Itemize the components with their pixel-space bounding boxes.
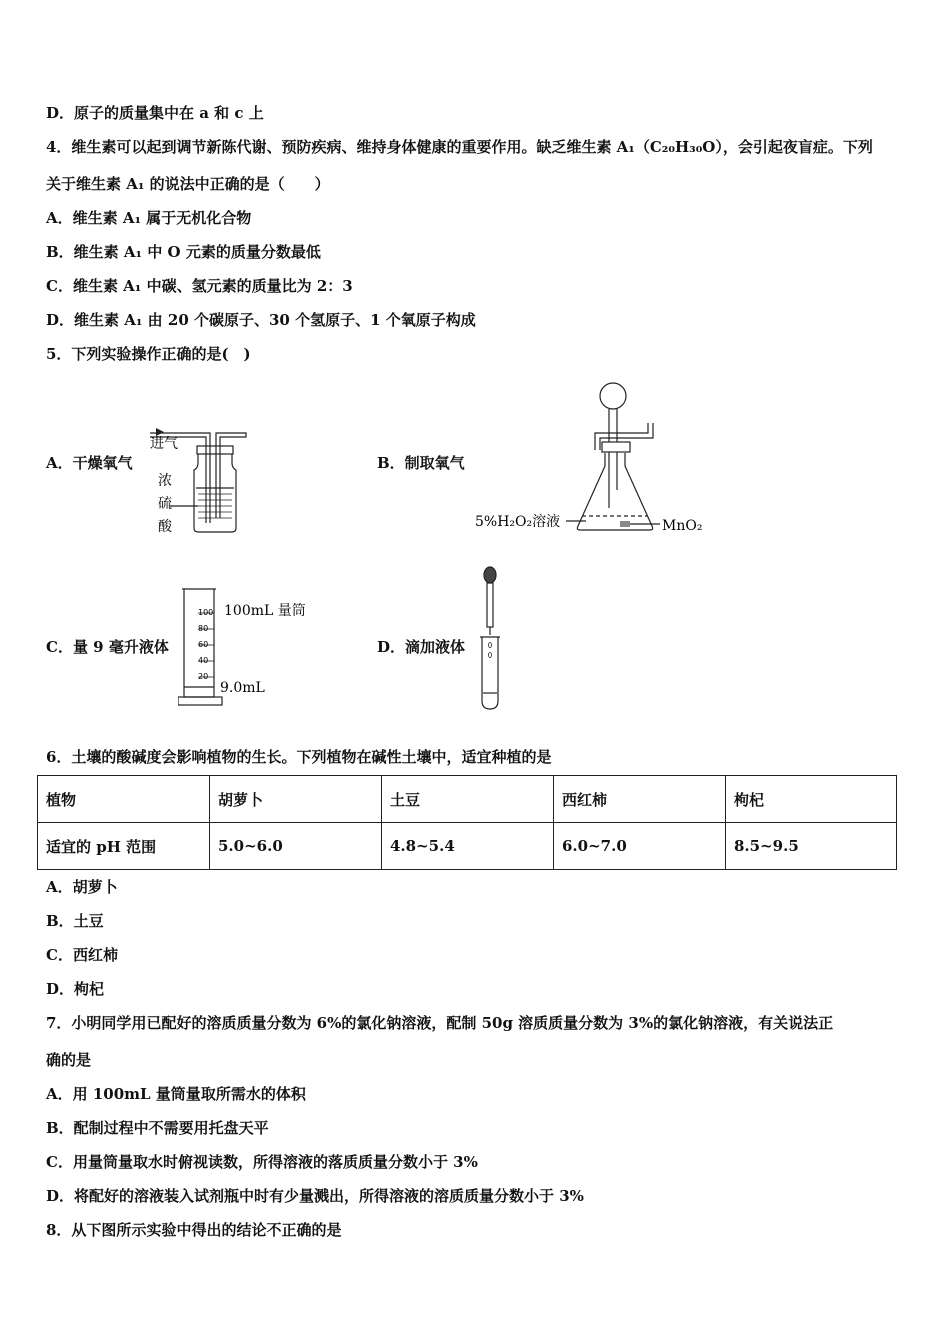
table-cell: 6.0~7.0	[554, 823, 726, 870]
acid-label-1: 浓	[158, 473, 172, 489]
table-cell: 4.8~5.4	[382, 823, 554, 870]
tick-60: 60	[198, 640, 209, 649]
q4-stem-line2: 关于维生素 A₁ 的说法中正确的是（ ）	[46, 175, 330, 193]
gas-in-label: 进气	[150, 436, 178, 452]
tick-20: 20	[198, 672, 209, 681]
h2o2-solution-label: 5%H₂O₂溶液	[475, 514, 561, 530]
mno2-label: MnO₂	[662, 518, 703, 534]
q6-stem: 6．土壤的酸碱度会影响植物的生长。下列植物在碱性土壤中，适宜种植的是	[46, 748, 552, 766]
ph-range-table	[37, 775, 897, 870]
dropper-test-tube-figure	[470, 565, 510, 713]
q4-option-c: C．维生素 A₁ 中碳、氢元素的质量比为 2：3	[46, 277, 353, 295]
q7-stem-line2: 确的是	[46, 1051, 92, 1069]
q4-option-b: B．维生素 A₁ 中 O 元素的质量分数最低	[46, 243, 321, 261]
q8-stem: 8．从下图所示实验中得出的结论不正确的是	[46, 1221, 342, 1239]
q7-stem-line1: 7．小明同学用已配好的溶质质量分数为 6%的氯化钠溶液，配制 50g 溶质质量分数为 3%的氯化钠溶液，有关说法正	[46, 1014, 834, 1032]
table-header-cell: 植物	[38, 776, 210, 823]
q6-option-d: D．枸杞	[46, 980, 105, 998]
table-cell: 5.0~6.0	[210, 823, 382, 870]
droplet-2	[489, 653, 492, 658]
table-cell: 适宜的 pH 范围	[38, 823, 210, 870]
table-row	[38, 823, 897, 870]
catalyst-solid	[620, 521, 630, 527]
q5-option-a-label: A．干燥氧气	[46, 454, 133, 472]
q6-option-a: A．胡萝卜	[46, 878, 118, 896]
acid-label-3: 酸	[158, 519, 172, 535]
table-header-cell: 胡萝卜	[210, 776, 382, 823]
oxygen-generator-figure	[470, 378, 720, 538]
q6-option-b: B．土豆	[46, 912, 104, 930]
q4-option-d: D．维生素 A₁ 由 20 个碳原子、30 个氢原子、1 个氧原子构成	[46, 311, 476, 329]
table-header-cell: 西红柿	[554, 776, 726, 823]
q4-stem-line1: 4．维生素可以起到调节新陈代谢、预防疾病、维持身体健康的重要作用。缺乏维生素 A₁（C₂₀H₃₀O），会引起夜盲症。下列	[46, 138, 873, 156]
q6-option-c: C．西红柿	[46, 946, 118, 964]
q3-option-d: D．原子的质量集中在 a 和 c 上	[46, 104, 264, 122]
q5-option-c-label: C．量 9 毫升液体	[46, 638, 169, 656]
q4-option-a: A．维生素 A₁ 属于无机化合物	[46, 209, 252, 227]
cylinder-capacity-label: 100mL 量筒	[224, 603, 306, 619]
q7-option-a: A．用 100mL 量筒量取所需水的体积	[46, 1085, 306, 1103]
tick-100: 100	[198, 608, 214, 617]
q7-option-d: D．将配好的溶液装入试剂瓶中时有少量溅出，所得溶液的溶质质量分数小于 3%	[46, 1187, 584, 1205]
table-cell: 8.5~9.5	[726, 823, 897, 870]
table-header-row	[38, 776, 897, 823]
q5-option-b-label: B．制取氧气	[377, 454, 465, 472]
table-header-cell: 土豆	[382, 776, 554, 823]
q5-stem: 5．下列实验操作正确的是( )	[46, 345, 251, 363]
graduated-cylinder-figure	[178, 585, 328, 710]
droplet-1	[489, 643, 492, 648]
tick-40: 40	[198, 656, 209, 665]
tick-80: 80	[198, 624, 209, 633]
arrow-right-icon	[156, 428, 164, 436]
acid-label-2: 硫	[158, 496, 172, 512]
table-header-cell: 枸杞	[726, 776, 897, 823]
q5-option-d-label: D．滴加液体	[377, 638, 466, 656]
q7-option-c: C．用量筒量取水时俯视读数，所得溶液的落质质量分数小于 3%	[46, 1153, 478, 1171]
gas-washing-bottle-figure	[140, 418, 255, 543]
cylinder-reading-label: 9.0mL	[220, 680, 265, 696]
q7-option-b: B．配制过程中不需要用托盘天平	[46, 1119, 269, 1137]
